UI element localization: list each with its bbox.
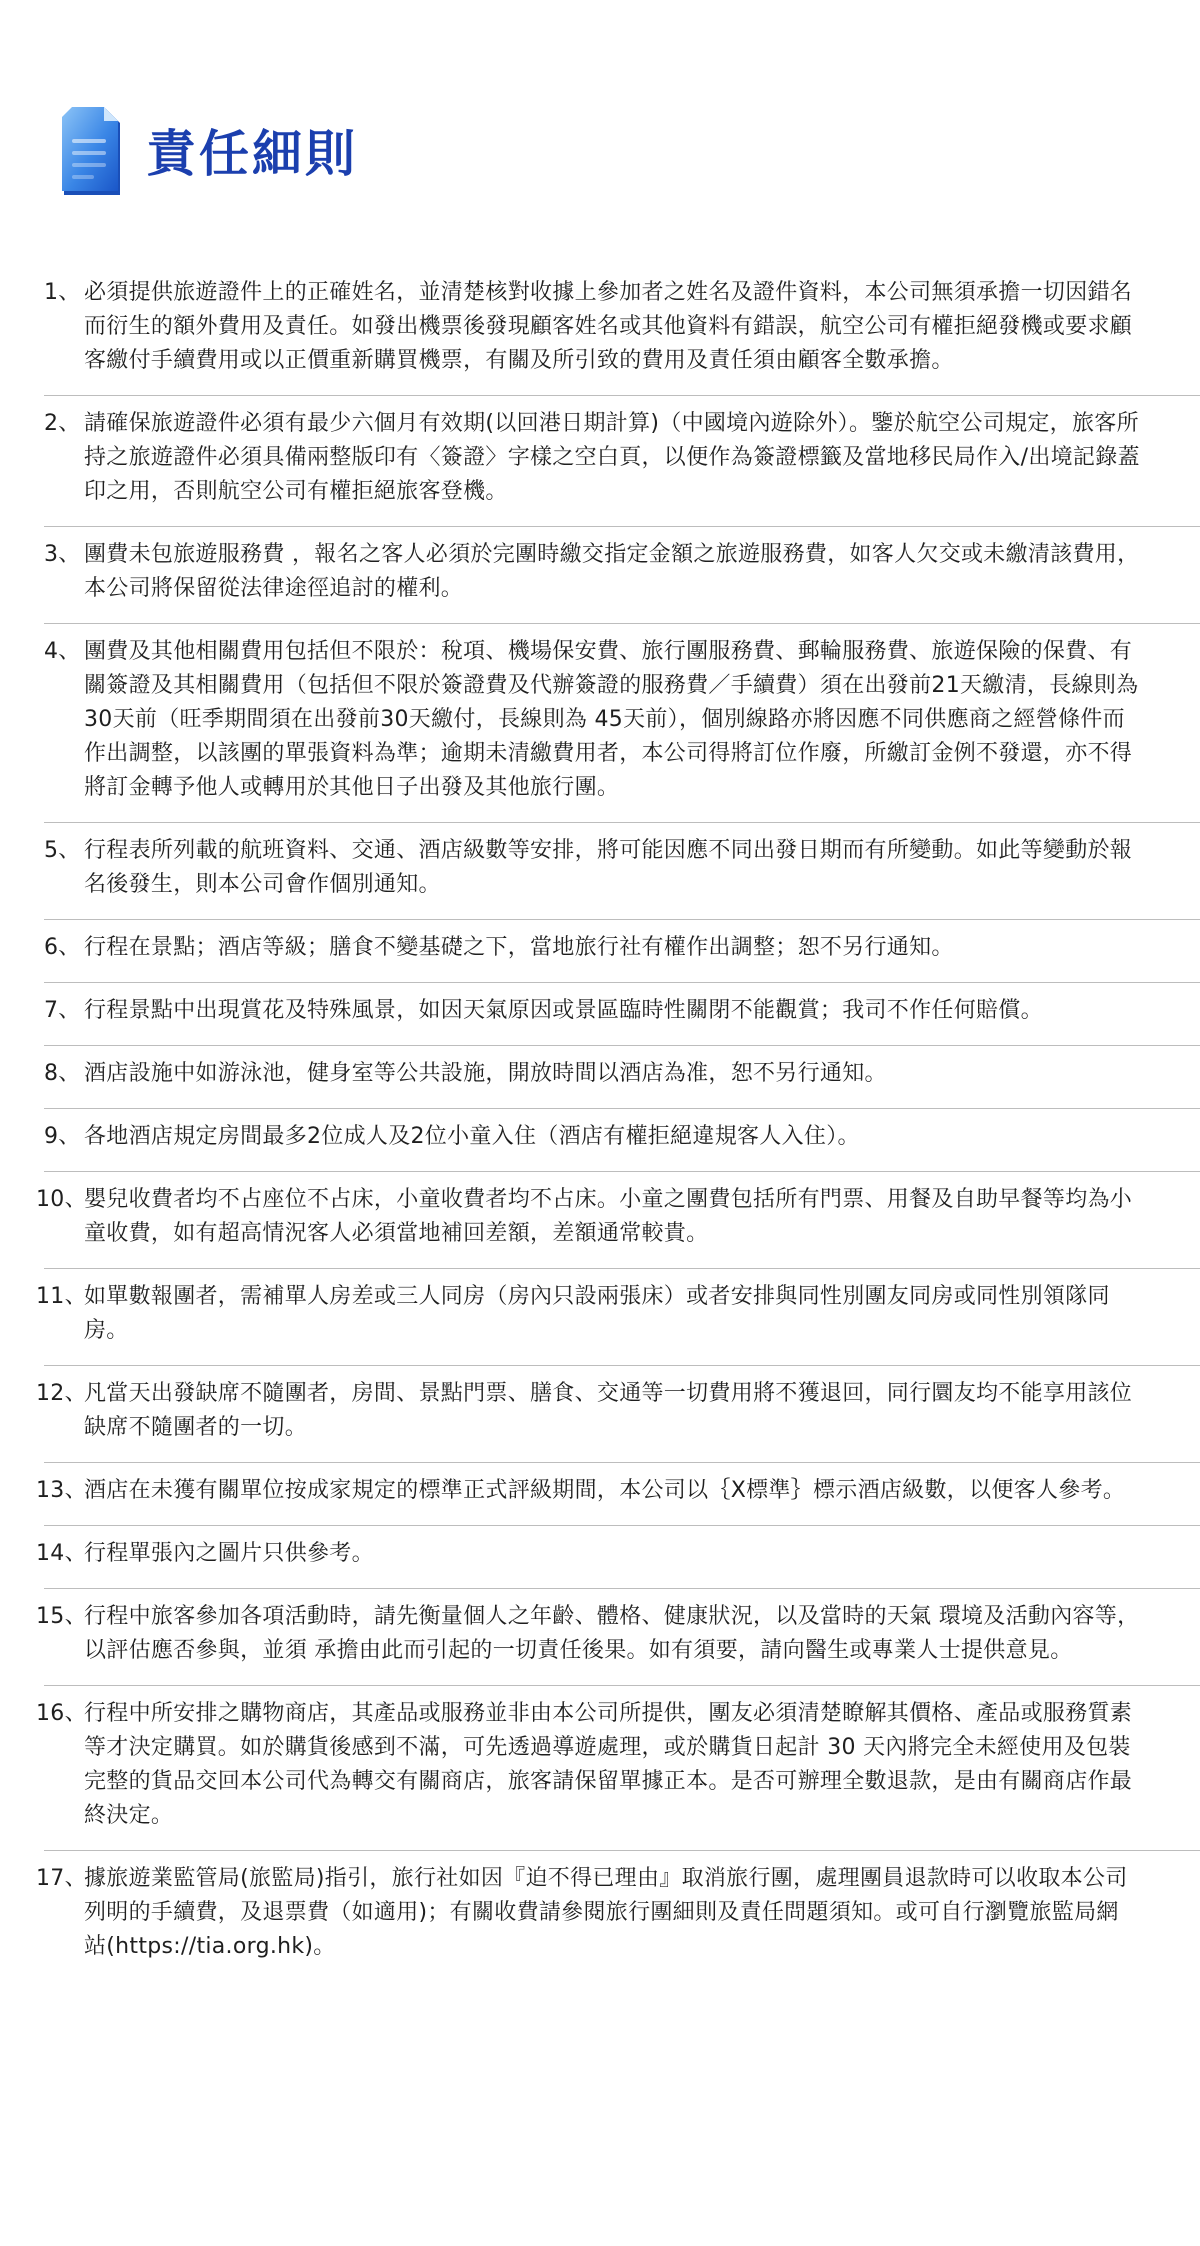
term-text: 行程單張內之圖片只供參考。: [84, 1541, 374, 1566]
term-number: 11、: [36, 1284, 87, 1309]
term-item: [36, 1851, 1200, 1981]
terms-list: [36, 276, 1200, 1981]
term-item: [36, 1589, 1200, 1686]
term-text: 行程中旅客參加各項活動時，請先衡量個人之年齡、體格、健康狀況，以及當時的天氣 環境及活動內容等，以評估應否參與，並須 承擔由此而引起的一切責任後果。如有須要，請向醫生或專業人士提供意見。: [84, 1604, 1140, 1663]
term-text: 酒店設施中如游泳池，健身室等公共設施，開放時間以酒店為准，恕不另行通知。: [84, 1061, 887, 1086]
term-item: [36, 1269, 1200, 1366]
page-title: 責任細則: [146, 125, 358, 183]
term-number: 13、: [36, 1478, 87, 1503]
term-text: 如單數報團者，需補單人房差或三人同房（房內只設兩張床）或者安排與同性別團友同房或同性別領隊同房。: [84, 1284, 1110, 1343]
term-text: 必須提供旅遊證件上的正確姓名，並清楚核對收據上參加者之姓名及證件資料，本公司無須承擔一切因錯名而衍生的額外費用及責任。如發出機票後發現顧客姓名或其他資料有錯誤，航空公司有權拒絕發機或要求顧客繳付手續費用或以正價重新購買機票，有關及所引致的費用及責任須由顧客全數承擔。: [84, 280, 1133, 373]
term-text: 團費未包旅遊服務費 ，報名之客人必須於完團時繳交指定金額之旅遊服務費，如客人欠交或未繳清該費用，本公司將保留從法律途徑追討的權利。: [84, 542, 1140, 601]
term-number: 12、: [36, 1381, 87, 1406]
term-text: 行程表所列載的航班資料、交通、酒店級數等安排，將可能因應不同出發日期而有所變動。如此等變動於報名後發生，則本公司會作個別通知。: [84, 838, 1133, 897]
term-text: 凡當天出發缺席不隨團者，房間、景點門票、膳食、交通等一切費用將不獲退回，同行圜友均不能享用該位缺席不隨團者的一切。: [84, 1381, 1133, 1440]
term-text: 請確保旅遊證件必須有最少六個月有效期(以回港日期計算)（中國境內遊除外）。鑒於航空公司規定，旅客所持之旅遊證件必須具備兩整版印有〈簽證〉字樣之空白頁，以便作為簽證標籤及當地移民局作入/出境記錄蓋印之用，否則航空公司有權拒絕旅客登機。: [84, 411, 1140, 504]
term-item: [36, 1526, 1200, 1589]
term-text: 據旅遊業監管局(旅監局)指引，旅行社如因『迫不得已理由』取消旅行團，處理團員退款時可以收取本公司列明的手續費，及退票費（如適用)；有關收費請參閱旅行團細則及責任問題須知。或可自行瀏覽旅監局網站(https://tia.org.hk)。: [84, 1866, 1128, 1959]
term-number: 15、: [36, 1604, 87, 1629]
term-number: 8、: [44, 1061, 81, 1086]
term-item: [44, 920, 1200, 983]
term-number: 6、: [44, 935, 81, 960]
term-text: 酒店在未獲有關單位按成家規定的標準正式評級期間，本公司以｛X標準｝標示酒店級數，以便客人參考。: [84, 1478, 1126, 1503]
term-text: 行程在景點；酒店等級；膳食不變基礎之下，當地旅行社有權作出調整；恕不另行通知。: [84, 935, 954, 960]
term-item: [44, 396, 1200, 527]
term-text: 團費及其他相關費用包括但不限於：稅項、機場保安費、旅行團服務費、郵輪服務費、旅遊保險的保費、有關簽證及其相關費用（包括但不限於簽證費及代辦簽證的服務費／手續費）須在出發前21天繳清，長線則為30天前（旺季期間須在出發前30天繳付，長線則為 45天前），個別線路亦將因應不同供應商之經營條件而作出調整，以該團的單張資料為準；逾期未清繳費用者，本公司得將訂位作廢，所繳訂金例不發還，亦不得將訂金轉予他人或轉用於其他日子出發及其他旅行團。: [84, 639, 1139, 800]
term-text: 行程中所安排之購物商店，其產品或服務並非由本公司所提供，團友必須清楚瞭解其價格、產品或服務質素等才決定購買。如於購貨後感到不滿，可先透過導遊處理，或於購貨日起計 30 天內將完全未經使用及包裝完整的貨品交回本公司代為轉交有關商店，旅客請保留單據正本。是否可辦理全數退款，是由有關商店作最終決定。: [84, 1701, 1133, 1828]
page-header: [60, 104, 358, 200]
document-icon: [60, 105, 124, 199]
term-number: 2、: [44, 411, 81, 436]
term-text: 各地酒店規定房間最多2位成人及2位小童入住（酒店有權拒絕違規客人入住）。: [84, 1124, 860, 1149]
term-number: 10、: [36, 1187, 87, 1212]
term-item: [44, 823, 1200, 920]
term-number: 9、: [44, 1124, 81, 1149]
term-number: 5、: [44, 838, 81, 863]
term-item: [44, 983, 1200, 1046]
term-text: 嬰兒收費者均不占座位不占床，小童收費者均不占床。小童之團費包括所有門票、用餐及自助早餐等均為小童收費，如有超高情況客人必須當地補回差額，差額通常較貴。: [84, 1187, 1133, 1246]
term-number: 1、: [44, 280, 81, 305]
term-number: 14、: [36, 1541, 87, 1566]
term-number: 17、: [36, 1866, 87, 1891]
term-text: 行程景點中出現賞花及特殊風景，如因天氣原因或景區臨時性關閉不能觀賞；我司不作任何賠償。: [84, 998, 1043, 1023]
term-number: 7、: [44, 998, 81, 1023]
term-item: [36, 1463, 1200, 1526]
term-item: [44, 276, 1200, 396]
term-item: [44, 624, 1200, 823]
term-item: [36, 1366, 1200, 1463]
term-number: 16、: [36, 1701, 87, 1726]
term-item: [44, 1109, 1200, 1172]
term-number: 3、: [44, 542, 81, 567]
term-item: [44, 1046, 1200, 1109]
term-number: 4、: [44, 639, 81, 664]
term-item: [44, 527, 1200, 624]
term-item: [36, 1686, 1200, 1851]
term-item: [36, 1172, 1200, 1269]
